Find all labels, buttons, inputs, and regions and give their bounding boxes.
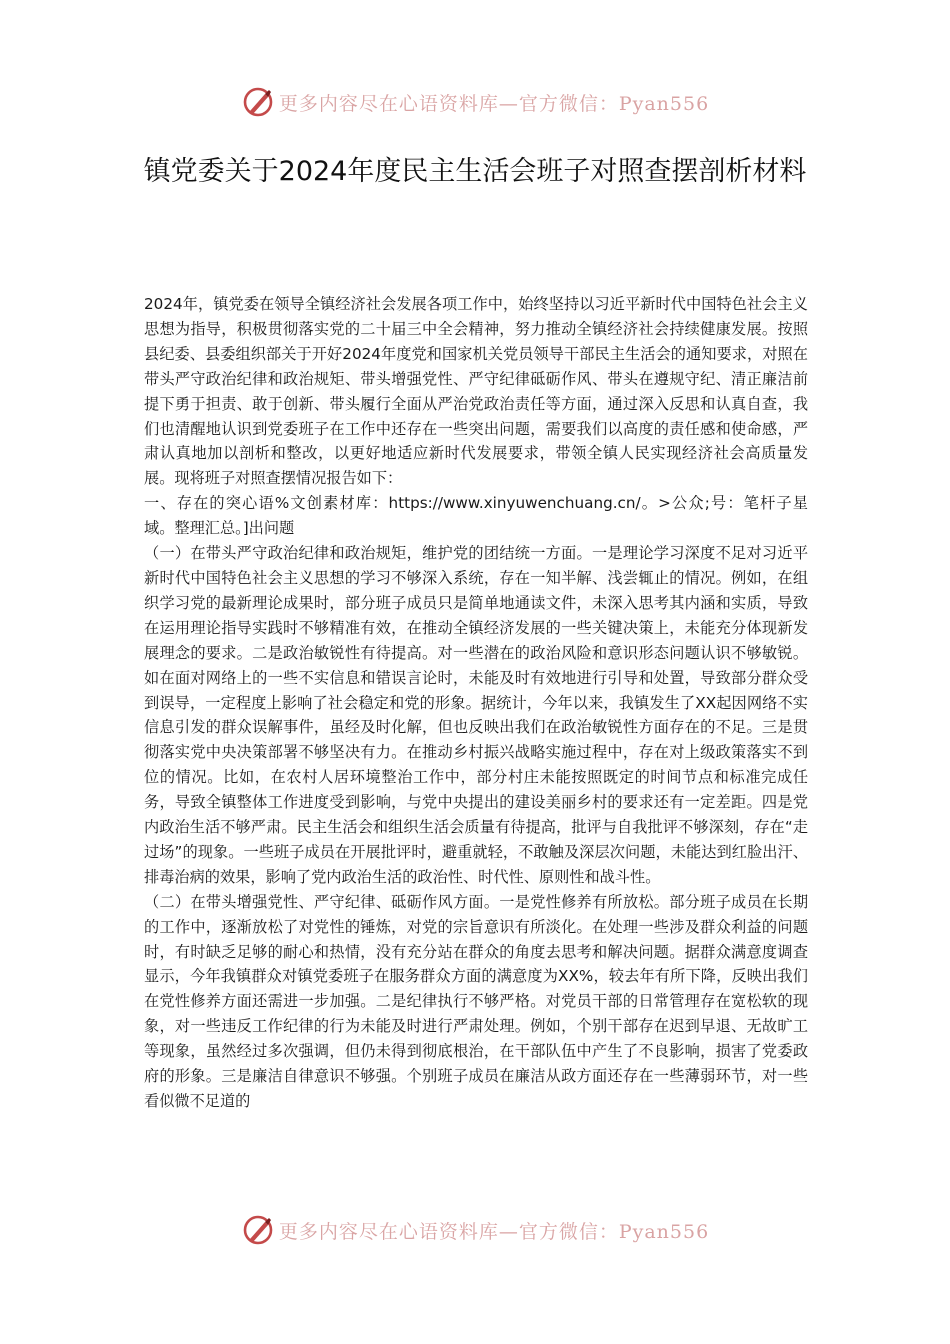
- header-banner-text: 更多内容尽在心语资料库—官方微信：Pyan556: [278, 92, 710, 115]
- paragraph-section-1: （一）在带头严守政治纪律和政治规矩，维护党的团结统一方面。一是理论学习深度不足对习近平新时代中国特色社会主义思想的学习不够深入系统，存在一知半解、浅尝辄止的情况。例如，在组织学习党的最新理论成果时，部分班子成员只是简单地通读文件，未深入思考其内涵和实质，导致在运用理论指导实践时不够精准有效，在推动全镇经济发展的一些关键决策上，未能充分体现新发展理念的要求。二是政治敏锐性有待提高。对一些潜在的政治风险和意识形态问题认识不够敏锐。如在面对网络上的一些不实信息和错误言论时，未能及时有效地进行引导和处置，导致部分群众受到误导，一定程度上影响了社会稳定和党的形象。据统计，今年以来，我镇发生了XX起因网络不实信息引发的群众误解事件，虽经及时化解，但也反映出我们在政治敏锐性方面存在的不足。三是贯彻落实党中央决策部署不够坚决有力。在推动乡村振兴战略实施过程中，存在对上级政策落实不到位的情况。比如，在农村人居环境整治工作中，部分村庄未能按照既定的时间节点和标准完成任务，导致全镇整体工作进度受到影响，与党中央提出的建设美丽乡村的要求还有一定差距。四是党内政治生活不够严肃。民主生活会和组织生活会质量有待提高，批评与自我批评不够深刻，存在“走过场”的现象。一些班子成员在开展批评时，避重就轻，不敢触及深层次问题，未能达到红脸出汗、排毒治病的效果，影响了党内政治生活的政治性、时代性、原则性和战斗性。: [144, 544, 808, 886]
- paragraph-section-2: （二）在带头增强党性、严守纪律、砥砺作风方面。一是党性修养有所放松。部分班子成员在长期的工作中，逐渐放松了对党性的锤炼，对党的宗旨意识有所淡化。在处理一些涉及群众利益的问题时，有时缺乏足够的耐心和热情，没有充分站在群众的角度去思考和解决问题。据群众满意度调查显示，今年我镇群众对镇党委班子在服务群众方面的满意度为XX%，较去年有所下降，反映出我们在党性修养方面还需进一步加强。二是纪律执行不够严格。对党员干部的日常管理存在宽松软的现象，对一些违反工作纪律的行为未能及时进行严肃处理。例如，个别干部存在迟到早退、无故旷工等现象，虽然经过多次强调，但仍未得到彻底根治，在干部队伍中产生了不良影响，损害了党委政府的形象。三是廉洁自律意识不够强。个别班子成员在廉洁从政方面还存在一些薄弱环节，对一些看似微不足道的: [144, 892, 808, 1110]
- footer-banner: [0, 1210, 950, 1250]
- intro-paragraph: 2024年，镇党委在领导全镇经济社会发展各项工作中，始终坚持以习近平新时代中国特色社会主义思想为指导，积极贯彻落实党的二十届三中全会精神，努力推动全镇经济社会持续健康发展。按照县纪委、县委组织部关于开好2024年度党和国家机关党员领导干部民主生活会的通知要求，对照在带头严守政治纪律和政治规矩、带头增强党性、严守纪律砥砺作风、带头在遵规守纪、清正廉洁前提下勇于担责、敢于创新、带头履行全面从严治党政治责任等方面，通过深入反思和认真自查，我们也清醒地认识到党委班子在工作中还存在一些突出问题，需要我们以高度的责任感和使命感，严肃认真地加以剖析和整改，以更好地适应新时代发展要求，带领全镇人民实现经济社会高质量发展。现将班子对照查摆情况报告如下：: [144, 295, 808, 488]
- footer-banner-text: 更多内容尽在心语资料库—官方微信：Pyan556: [278, 1220, 710, 1243]
- header-banner: [0, 82, 950, 122]
- pen-logo-icon: [241, 1213, 275, 1247]
- section-heading: 一、存在的突心语%文创素材库：https://www.xinyuwenchuang.cn/。>公众;号：笔杆子星域。整理汇总。]出问题: [144, 494, 808, 538]
- document-body: [144, 292, 808, 1114]
- pen-logo-icon: [241, 85, 275, 119]
- document-title: 镇党委关于2024年度民主生活会班子对照查摆剖析材料: [143, 156, 807, 187]
